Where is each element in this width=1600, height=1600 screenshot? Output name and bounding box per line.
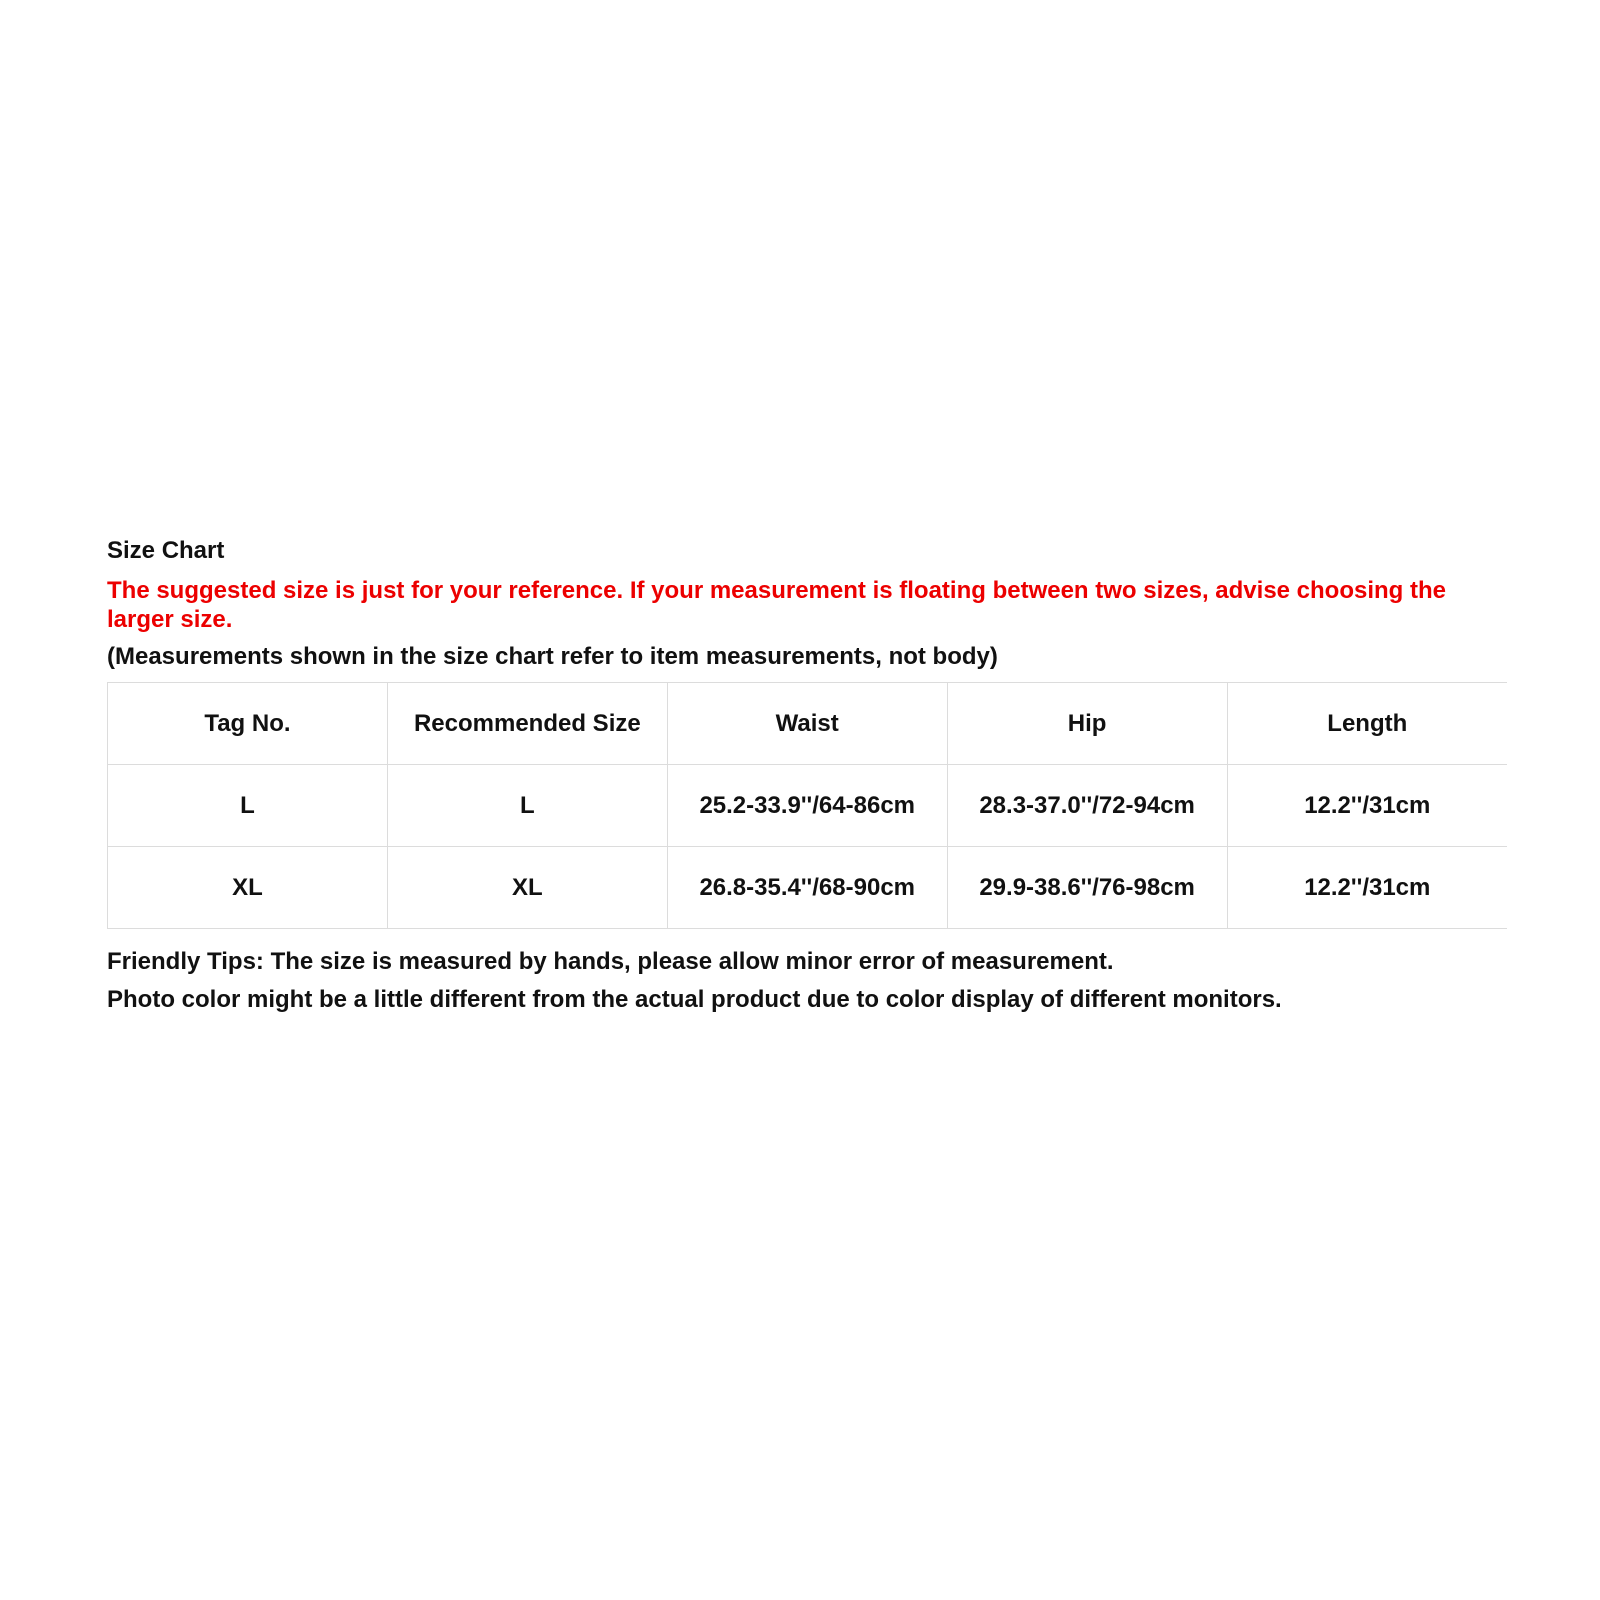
header-waist: Waist [667, 683, 947, 765]
table-header-row [108, 683, 1508, 765]
cell-hip: 28.3-37.0''/72-94cm [947, 765, 1227, 847]
cell-tag-no: L [108, 765, 388, 847]
cell-hip: 29.9-38.6''/76-98cm [947, 847, 1227, 929]
cell-recommended-size: L [387, 765, 667, 847]
cell-tag-no: XL [108, 847, 388, 929]
size-chart-title: Size Chart [107, 537, 225, 564]
tip-measurement: Friendly Tips: The size is measured by hands, please allow minor error of measurement. [107, 948, 1114, 975]
header-length: Length [1227, 683, 1507, 765]
table-row [108, 765, 1508, 847]
cell-length: 12.2''/31cm [1227, 765, 1507, 847]
size-chart-section [107, 536, 1507, 1019]
friendly-tips [107, 943, 1507, 1019]
tip-color: Photo color might be a little different from the actual product due to color display of different monitors. [107, 986, 1282, 1013]
size-advice-notice: The suggested size is just for your reference. If your measurement is floating between two sizes, advise choosing the larger size. [107, 577, 1447, 633]
cell-recommended-size: XL [387, 847, 667, 929]
header-tag-no: Tag No. [108, 683, 388, 765]
cell-length: 12.2''/31cm [1227, 847, 1507, 929]
header-hip: Hip [947, 683, 1227, 765]
measurement-note: (Measurements shown in the size chart refer to item measurements, not body) [107, 643, 998, 670]
header-recommended-size: Recommended Size [387, 683, 667, 765]
size-table [107, 682, 1507, 929]
cell-waist: 25.2-33.9''/64-86cm [667, 765, 947, 847]
cell-waist: 26.8-35.4''/68-90cm [667, 847, 947, 929]
table-row [108, 847, 1508, 929]
